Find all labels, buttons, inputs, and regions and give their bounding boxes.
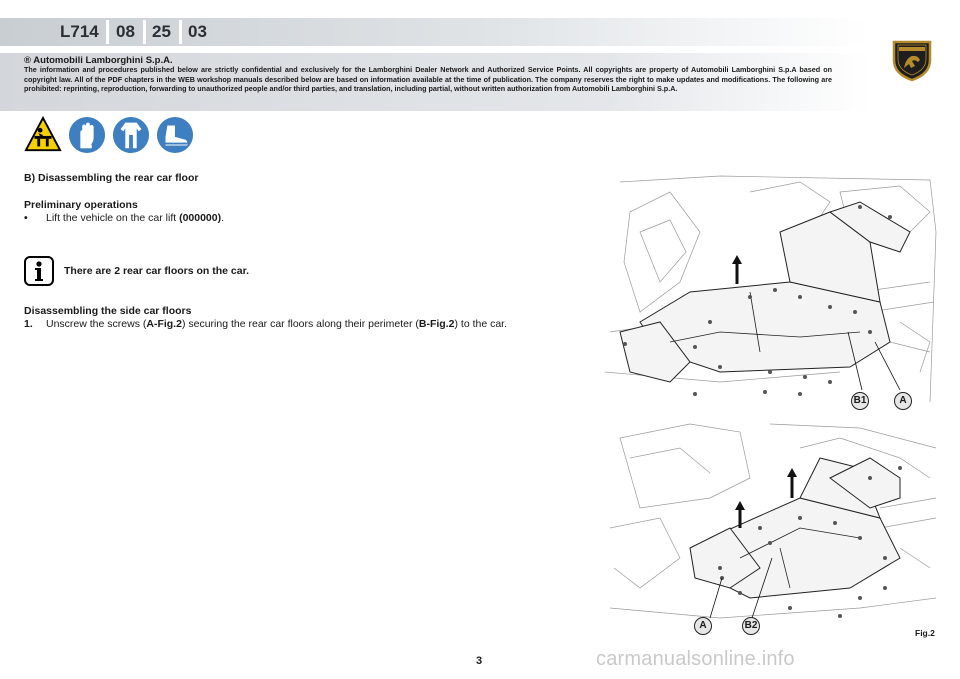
figure-reference-a: A-Fig.2 bbox=[146, 318, 182, 330]
bullet-text-start: Lift the vehicle on the car lift bbox=[46, 212, 180, 224]
safety-shoes-icon bbox=[156, 116, 194, 154]
subgroup-code: 25 bbox=[152, 22, 171, 41]
group-code: 08 bbox=[116, 22, 135, 41]
safety-pictograms bbox=[24, 116, 194, 156]
bullet-text-end: . bbox=[221, 212, 225, 224]
bullet-marker: • bbox=[24, 212, 28, 224]
section-title: B) Disassembling the rear car floor bbox=[24, 172, 199, 184]
manual-code: L714 bbox=[60, 22, 99, 41]
page-number: 3 bbox=[476, 655, 483, 667]
step-number: 1. bbox=[24, 318, 33, 330]
tool-code: (000000) bbox=[179, 212, 222, 224]
copyright-title: ® Automobili Lamborghini S.p.A. bbox=[24, 55, 173, 66]
callout-b1: B1 bbox=[851, 392, 869, 410]
figure-reference-b: B-Fig.2 bbox=[418, 318, 455, 330]
section-code: 03 bbox=[188, 22, 207, 41]
header-separator bbox=[143, 20, 146, 44]
lamborghini-logo bbox=[890, 38, 934, 82]
preliminary-operations-title: Preliminary operations bbox=[24, 199, 138, 211]
info-icon bbox=[24, 256, 54, 286]
header-separator bbox=[179, 20, 182, 44]
gloves-icon bbox=[68, 116, 106, 154]
rear-floor-diagram-top bbox=[600, 172, 940, 408]
step-text bbox=[46, 318, 507, 330]
header-separator bbox=[106, 20, 109, 44]
step-text-part: ) to the car. bbox=[454, 318, 508, 330]
info-note: There are 2 rear car floors on the car. bbox=[64, 265, 250, 277]
lift-warning-icon bbox=[24, 116, 62, 154]
list-item bbox=[24, 318, 507, 330]
list-item bbox=[24, 212, 224, 224]
bullet-text bbox=[46, 212, 224, 224]
copyright-text: The information and procedures published below are strictly confidential and exclusively for the Lamborghini Dealer Network and Authorized Service Points. All copyrights are property of Automobili Lamborghini S.p.A based on copyright law. All of the PDF chapters in the WEB workshop manuals described below are based on information available at the time of publication. The company reserves the right to make updates and modifications. The following are prohibited: reprinting, reproduction, forwarding to unauthorized people and/or third parties, and translation, including partial, without written authorization from Automobili Lamborghini S.p.A. bbox=[24, 65, 832, 94]
side-floors-title: Disassembling the side car floors bbox=[24, 305, 192, 317]
callout-a: A bbox=[694, 617, 712, 635]
step-text-part: ) securing the rear car floors along their perimeter ( bbox=[181, 318, 419, 330]
callout-b2: B2 bbox=[742, 617, 760, 635]
callout-a: A bbox=[894, 392, 912, 410]
overalls-icon bbox=[112, 116, 150, 154]
rear-floor-diagram-bottom bbox=[600, 418, 940, 628]
watermark: carmanualsonline.info bbox=[596, 648, 795, 670]
figure-caption: Fig.2 bbox=[915, 628, 935, 638]
step-text-part: Unscrew the screws ( bbox=[46, 318, 147, 330]
